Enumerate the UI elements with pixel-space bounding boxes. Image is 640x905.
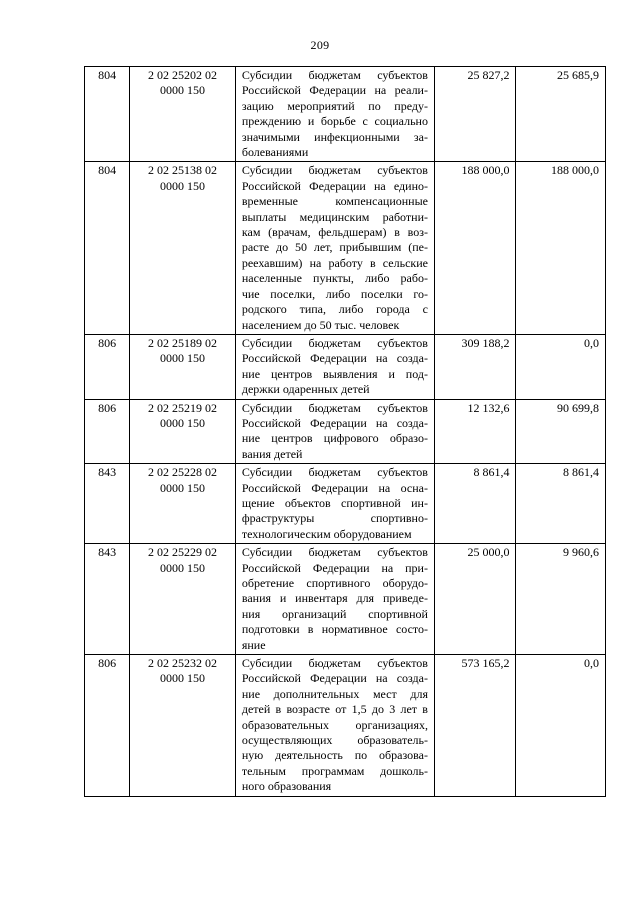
description-cell bbox=[235, 162, 434, 334]
budget-code-line: 0000 150 bbox=[160, 671, 206, 686]
description-line: Субсидии бюджетам субъектов bbox=[241, 465, 428, 480]
admin-code-cell: 843 bbox=[85, 464, 130, 544]
budget-code-line: 2 02 25219 02 bbox=[148, 400, 218, 415]
amount-cell-2: 9 960,6 bbox=[516, 544, 606, 655]
description-line: ную деятельность по образова- bbox=[241, 748, 428, 763]
amount-cell-1: 573 165,2 bbox=[434, 655, 515, 797]
description-line: вания и инвентаря для приведе- bbox=[241, 591, 428, 606]
description-line: ного образования bbox=[241, 779, 332, 794]
budget-code-line: 0000 150 bbox=[160, 351, 206, 366]
table-row bbox=[85, 67, 606, 162]
budget-code-cell bbox=[130, 67, 236, 162]
description-line: населением до 50 тыс. человек bbox=[241, 317, 400, 332]
amount-cell-2: 90 699,8 bbox=[516, 399, 606, 464]
description-line: Российской Федерации на при- bbox=[241, 560, 428, 575]
description-line: щение объектов спортивной ин- bbox=[241, 495, 428, 510]
table-row bbox=[85, 399, 606, 464]
amount-cell-1: 25 827,2 bbox=[434, 67, 515, 162]
description-line: Российской Федерации на созда- bbox=[241, 351, 428, 366]
description-line: технологическим оборудованием bbox=[241, 526, 412, 541]
amount-cell-1: 8 861,4 bbox=[434, 464, 515, 544]
admin-code-cell: 806 bbox=[85, 334, 130, 399]
description-line: значимыми инфекционными за- bbox=[241, 129, 428, 144]
table-row bbox=[85, 162, 606, 334]
description-line: яние bbox=[241, 637, 266, 652]
budget-code-cell bbox=[130, 464, 236, 544]
description-line: Российской Федерации на реали- bbox=[241, 83, 428, 98]
description-cell bbox=[235, 399, 434, 464]
admin-code-cell: 806 bbox=[85, 399, 130, 464]
table-row bbox=[85, 334, 606, 399]
budget-code-line: 0000 150 bbox=[160, 178, 206, 193]
table-row bbox=[85, 464, 606, 544]
description-line: обретение спортивного оборудо- bbox=[241, 576, 428, 590]
description-line: расте до 50 лет, прибывшим (пе- bbox=[241, 240, 428, 255]
budget-code-cell bbox=[130, 399, 236, 464]
budget-code-line: 2 02 25202 02 bbox=[148, 68, 218, 82]
admin-code-cell: 843 bbox=[85, 544, 130, 655]
budget-code-line: 0000 150 bbox=[160, 83, 206, 98]
description-line: зацию мероприятий по преду- bbox=[241, 98, 428, 113]
page-number: 209 bbox=[310, 38, 330, 52]
amount-cell-1: 309 188,2 bbox=[434, 334, 515, 399]
description-line: подготовки в нормативное состо- bbox=[241, 622, 428, 637]
description-cell bbox=[235, 655, 434, 797]
description-line: Субсидии бюджетам субъектов bbox=[241, 400, 428, 415]
description-line: населенные пункты, либо рабо- bbox=[241, 271, 428, 286]
description-line: болеваниями bbox=[241, 145, 309, 160]
admin-code-cell: 806 bbox=[85, 655, 130, 797]
description-line: ние дополнительных мест для bbox=[241, 686, 428, 701]
description-line: преждению и борьбе с социально bbox=[241, 114, 428, 129]
description-line: Субсидии бюджетам субъектов bbox=[241, 545, 428, 560]
description-line: временные компенсационные bbox=[241, 194, 428, 209]
budget-code-line: 2 02 25189 02 bbox=[148, 335, 218, 350]
description-line: ние центров выявления и под- bbox=[241, 366, 428, 381]
description-line: родского типа, либо города с bbox=[241, 302, 428, 317]
amount-cell-2: 25 685,9 bbox=[516, 67, 606, 162]
budget-table-body bbox=[85, 67, 606, 797]
budget-code-line: 2 02 25232 02 bbox=[148, 656, 218, 671]
description-cell bbox=[235, 334, 434, 399]
description-line: тельным программам дошколь- bbox=[241, 763, 428, 778]
description-line: Субсидии бюджетам субъектов bbox=[241, 163, 428, 178]
description-line: реехавшим) на работу в сельские bbox=[241, 255, 428, 270]
budget-code-line: 2 02 25138 02 bbox=[148, 163, 218, 178]
description-cell bbox=[235, 67, 434, 162]
description-line: осуществляющих образователь- bbox=[241, 733, 428, 748]
amount-cell-2: 0,0 bbox=[516, 655, 606, 797]
amount-cell-1: 12 132,6 bbox=[434, 399, 515, 464]
description-line: Субсидии бюджетам субъектов bbox=[241, 68, 428, 82]
amount-cell-2: 188 000,0 bbox=[516, 162, 606, 334]
amount-cell-1: 188 000,0 bbox=[434, 162, 515, 334]
amount-cell-1: 25 000,0 bbox=[434, 544, 515, 655]
budget-code-cell bbox=[130, 655, 236, 797]
table-row bbox=[85, 655, 606, 797]
admin-code-cell: 804 bbox=[85, 67, 130, 162]
budget-code-cell bbox=[130, 544, 236, 655]
budget-code-line: 0000 150 bbox=[160, 415, 206, 430]
budget-code-cell bbox=[130, 334, 236, 399]
table-row bbox=[85, 544, 606, 655]
budget-code-line: 0000 150 bbox=[160, 480, 206, 495]
budget-code-line: 2 02 25228 02 bbox=[148, 465, 218, 480]
description-line: ния организаций спортивной bbox=[241, 606, 428, 621]
description-line: вания детей bbox=[241, 446, 303, 461]
description-line: детей в возрасте от 1,5 до 3 лет в bbox=[241, 702, 428, 717]
amount-cell-2: 0,0 bbox=[516, 334, 606, 399]
amount-cell-2: 8 861,4 bbox=[516, 464, 606, 544]
description-cell bbox=[235, 544, 434, 655]
description-line: чие поселки, либо поселки го- bbox=[241, 286, 428, 301]
description-line: образовательных организациях, bbox=[241, 717, 428, 732]
budget-code-line: 2 02 25229 02 bbox=[148, 545, 218, 560]
budget-code-line: 0000 150 bbox=[160, 560, 206, 575]
budget-code-cell bbox=[130, 162, 236, 334]
admin-code-cell: 804 bbox=[85, 162, 130, 334]
description-line: Российской Федерации на осна- bbox=[241, 480, 428, 495]
description-line: держки одаренных детей bbox=[241, 382, 370, 397]
description-line: Российской Федерации на созда- bbox=[241, 415, 428, 430]
description-line: Субсидии бюджетам субъектов bbox=[241, 335, 428, 350]
description-line: выплаты медицинским работни- bbox=[241, 209, 428, 224]
description-line: ние центров цифрового образо- bbox=[241, 431, 428, 446]
description-line: фраструктуры спортивно- bbox=[241, 511, 428, 526]
description-line: Субсидии бюджетам субъектов bbox=[241, 656, 428, 671]
description-line: Российской Федерации на созда- bbox=[241, 671, 428, 686]
budget-table bbox=[84, 66, 606, 797]
description-line: Российской Федерации на едино- bbox=[241, 178, 428, 193]
description-cell bbox=[235, 464, 434, 544]
description-line: кам (врачам, фельдшерам) в воз- bbox=[241, 225, 428, 240]
